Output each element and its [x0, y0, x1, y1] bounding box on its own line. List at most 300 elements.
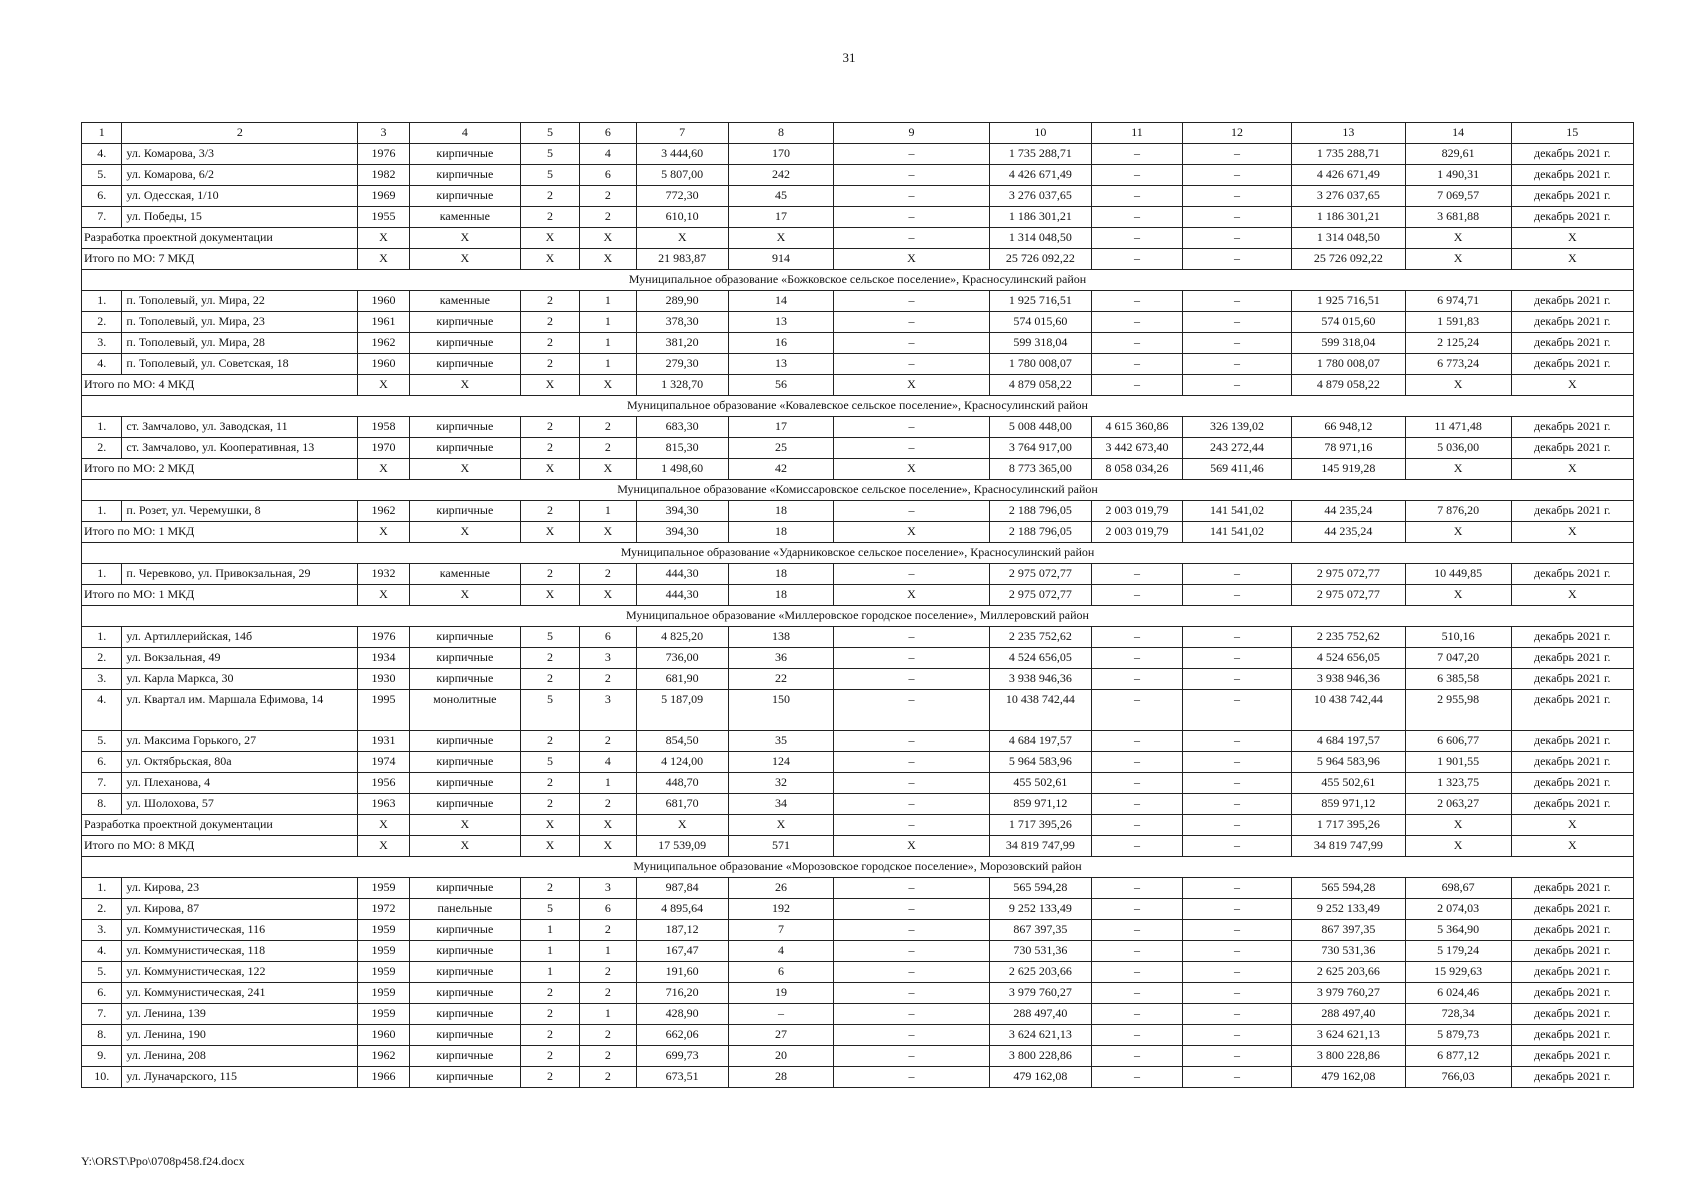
address-cell: ул. Коммунистическая, 122: [122, 962, 358, 983]
address-cell: п. Тополевый, ул. Мира, 23: [122, 312, 358, 333]
table-cell: 5: [521, 752, 580, 773]
table-cell: 766,03: [1405, 1067, 1511, 1088]
table-row: [82, 941, 1634, 962]
table-row: [82, 1025, 1634, 1046]
table-cell: –: [1092, 1067, 1183, 1088]
table-cell: 716,20: [636, 983, 728, 1004]
summary-cell: X: [521, 228, 580, 249]
table-cell: –: [1182, 941, 1291, 962]
summary-cell: X: [409, 815, 520, 836]
address-cell: п. Черевково, ул. Привокзальная, 29: [122, 564, 358, 585]
table-cell: –: [1182, 1025, 1291, 1046]
table-cell: 9 252 133,49: [989, 899, 1092, 920]
summary-label: Итого по МО: 8 МКД: [82, 836, 358, 857]
table-cell: 2: [521, 648, 580, 669]
row-number-cell: 7.: [82, 773, 122, 794]
table-cell: 1 780 008,07: [1292, 354, 1406, 375]
table-cell: 2: [521, 354, 580, 375]
table-row: [82, 333, 1634, 354]
table-cell: 7 047,20: [1405, 648, 1511, 669]
table-cell: 683,30: [636, 417, 728, 438]
table-cell: 36: [728, 648, 834, 669]
summary-cell: 914: [728, 249, 834, 270]
table-cell: 2: [580, 920, 637, 941]
table-cell: 27: [728, 1025, 834, 1046]
municipality-section-row: [82, 857, 1634, 878]
table-cell: декабрь 2021 г.: [1511, 354, 1633, 375]
table-cell: 3 979 760,27: [1292, 983, 1406, 1004]
table-cell: 13: [728, 354, 834, 375]
table-cell: 1 735 288,71: [989, 144, 1092, 165]
table-cell: 378,30: [636, 312, 728, 333]
table-cell: 3 681,88: [1405, 207, 1511, 228]
table-cell: кирпичные: [409, 773, 520, 794]
summary-cell: X: [1511, 836, 1633, 857]
table-cell: 3 938 946,36: [989, 669, 1092, 690]
summary-cell: X: [521, 375, 580, 396]
summary-cell: –: [834, 228, 989, 249]
summary-cell: 2 003 019,79: [1092, 522, 1183, 543]
table-cell: 288 497,40: [989, 1004, 1092, 1025]
table-cell: 1959: [358, 920, 409, 941]
table-cell: 2 955,98: [1405, 690, 1511, 731]
summary-cell: X: [728, 228, 834, 249]
table-cell: –: [834, 291, 989, 312]
summary-cell: 17 539,09: [636, 836, 728, 857]
table-row: [82, 648, 1634, 669]
table-cell: 10 438 742,44: [989, 690, 1092, 731]
table-cell: 1934: [358, 648, 409, 669]
address-cell: п. Тополевый, ул. Мира, 28: [122, 333, 358, 354]
table-cell: кирпичные: [409, 1067, 520, 1088]
table-cell: 4: [728, 941, 834, 962]
municipality-section-row: [82, 396, 1634, 417]
table-cell: 599 318,04: [989, 333, 1092, 354]
table-cell: 1972: [358, 899, 409, 920]
table-cell: 574 015,60: [1292, 312, 1406, 333]
table-cell: 1 925 716,51: [1292, 291, 1406, 312]
address-cell: ул. Вокзальная, 49: [122, 648, 358, 669]
summary-cell: 1 314 048,50: [1292, 228, 1406, 249]
table-cell: 2 074,03: [1405, 899, 1511, 920]
table-cell: 3 938 946,36: [1292, 669, 1406, 690]
table-row: [82, 983, 1634, 1004]
summary-cell: 1 314 048,50: [989, 228, 1092, 249]
table-cell: кирпичные: [409, 354, 520, 375]
summary-cell: X: [358, 375, 409, 396]
summary-cell: X: [1511, 249, 1633, 270]
table-cell: 4 426 671,49: [1292, 165, 1406, 186]
table-row: [82, 794, 1634, 815]
summary-cell: 1 328,70: [636, 375, 728, 396]
row-number-cell: 3.: [82, 669, 122, 690]
table-cell: 681,90: [636, 669, 728, 690]
table-cell: 673,51: [636, 1067, 728, 1088]
address-cell: ул. Артиллерийская, 14б: [122, 627, 358, 648]
table-cell: 3 276 037,65: [989, 186, 1092, 207]
table-cell: кирпичные: [409, 1025, 520, 1046]
table-cell: 2: [580, 962, 637, 983]
table-cell: 1956: [358, 773, 409, 794]
table-cell: 34: [728, 794, 834, 815]
table-cell: 3: [580, 878, 637, 899]
table-cell: 2: [580, 417, 637, 438]
table-cell: –: [1182, 312, 1291, 333]
summary-cell: X: [580, 249, 637, 270]
table-cell: –: [1092, 752, 1183, 773]
table-cell: –: [834, 941, 989, 962]
table-cell: декабрь 2021 г.: [1511, 962, 1633, 983]
table-row: [82, 186, 1634, 207]
table-cell: кирпичные: [409, 1046, 520, 1067]
table-cell: 2: [521, 501, 580, 522]
table-row: [82, 501, 1634, 522]
table-cell: 2: [521, 1004, 580, 1025]
table-cell: декабрь 2021 г.: [1511, 648, 1633, 669]
row-number-cell: 1.: [82, 291, 122, 312]
table-cell: 32: [728, 773, 834, 794]
row-number-cell: 4.: [82, 941, 122, 962]
address-cell: п. Тополевый, ул. Советская, 18: [122, 354, 358, 375]
address-cell: ул. Карла Маркса, 30: [122, 669, 358, 690]
table-cell: 4 426 671,49: [989, 165, 1092, 186]
table-cell: –: [1182, 669, 1291, 690]
table-cell: 510,16: [1405, 627, 1511, 648]
table-cell: 243 272,44: [1182, 438, 1291, 459]
table-cell: 2 975 072,77: [1292, 564, 1406, 585]
table-cell: –: [834, 312, 989, 333]
table-cell: 2: [521, 773, 580, 794]
summary-cell: –: [1092, 585, 1183, 606]
summary-cell: 2 188 796,05: [989, 522, 1092, 543]
summary-label: Итого по МО: 1 МКД: [82, 522, 358, 543]
table-cell: 1: [580, 333, 637, 354]
table-cell: –: [1182, 207, 1291, 228]
table-cell: 1: [580, 1004, 637, 1025]
table-cell: декабрь 2021 г.: [1511, 794, 1633, 815]
summary-cell: X: [1405, 585, 1511, 606]
table-cell: 5 879,73: [1405, 1025, 1511, 1046]
table-cell: каменные: [409, 564, 520, 585]
table-cell: –: [1182, 165, 1291, 186]
table-cell: 1959: [358, 962, 409, 983]
table-cell: 2: [580, 564, 637, 585]
page-number: 31: [842, 50, 856, 65]
table-cell: 5 964 583,96: [1292, 752, 1406, 773]
table-cell: –: [834, 354, 989, 375]
table-cell: –: [1092, 165, 1183, 186]
table-cell: декабрь 2021 г.: [1511, 312, 1633, 333]
table-cell: 4 524 656,05: [1292, 648, 1406, 669]
table-cell: 78 971,16: [1292, 438, 1406, 459]
table-cell: 1970: [358, 438, 409, 459]
table-cell: декабрь 2021 г.: [1511, 144, 1633, 165]
table-cell: 16: [728, 333, 834, 354]
table-cell: декабрь 2021 г.: [1511, 564, 1633, 585]
table-cell: кирпичные: [409, 962, 520, 983]
table-cell: 2: [580, 1025, 637, 1046]
table-cell: 2: [580, 731, 637, 752]
summary-cell: X: [1405, 228, 1511, 249]
table-cell: 15 929,63: [1405, 962, 1511, 983]
table-cell: кирпичные: [409, 669, 520, 690]
table-cell: –: [834, 165, 989, 186]
table-cell: 5: [521, 627, 580, 648]
table-cell: –: [1092, 291, 1183, 312]
table-cell: 170: [728, 144, 834, 165]
table-cell: декабрь 2021 г.: [1511, 1046, 1633, 1067]
summary-cell: 4 879 058,22: [989, 375, 1092, 396]
table-cell: 1: [580, 291, 637, 312]
municipality-title: Муниципальное образование «Ударниковское сельское поселение», Красносулинский район: [82, 543, 1634, 564]
table-cell: 1976: [358, 627, 409, 648]
table-cell: 6: [580, 899, 637, 920]
table-cell: 698,67: [1405, 878, 1511, 899]
column-number-cell: 1: [82, 123, 122, 144]
table-cell: декабрь 2021 г.: [1511, 501, 1633, 522]
table-cell: 1982: [358, 165, 409, 186]
table-cell: 1 925 716,51: [989, 291, 1092, 312]
table-cell: 2 625 203,66: [1292, 962, 1406, 983]
table-cell: 7 876,20: [1405, 501, 1511, 522]
table-cell: 1959: [358, 941, 409, 962]
table-cell: –: [1182, 752, 1291, 773]
summary-cell: X: [1405, 836, 1511, 857]
table-cell: декабрь 2021 г.: [1511, 669, 1633, 690]
address-cell: ул. Ленина, 208: [122, 1046, 358, 1067]
table-cell: кирпичные: [409, 312, 520, 333]
table-cell: –: [834, 794, 989, 815]
table-cell: –: [1182, 354, 1291, 375]
table-cell: кирпичные: [409, 333, 520, 354]
summary-cell: –: [1092, 249, 1183, 270]
summary-cell: X: [834, 585, 989, 606]
table-cell: декабрь 2021 г.: [1511, 983, 1633, 1004]
table-cell: 3: [580, 648, 637, 669]
table-cell: 2: [521, 312, 580, 333]
table-cell: 2 235 752,62: [989, 627, 1092, 648]
table-cell: кирпичные: [409, 878, 520, 899]
table-cell: –: [834, 207, 989, 228]
table-cell: 772,30: [636, 186, 728, 207]
table-cell: 1: [521, 941, 580, 962]
address-cell: ул. Квартал им. Маршала Ефимова, 14: [122, 690, 358, 731]
column-number-cell: 14: [1405, 123, 1511, 144]
table-cell: 829,61: [1405, 144, 1511, 165]
row-number-cell: 1.: [82, 627, 122, 648]
table-cell: 2: [580, 1067, 637, 1088]
row-number-cell: 6.: [82, 752, 122, 773]
summary-cell: X: [358, 522, 409, 543]
row-number-cell: 6.: [82, 983, 122, 1004]
table-row: [82, 564, 1634, 585]
table-row: [82, 144, 1634, 165]
table-cell: –: [1182, 564, 1291, 585]
column-number-cell: 5: [521, 123, 580, 144]
table-cell: –: [1182, 878, 1291, 899]
table-cell: –: [1092, 354, 1183, 375]
municipality-section-row: [82, 480, 1634, 501]
summary-cell: X: [358, 836, 409, 857]
summary-cell: X: [358, 585, 409, 606]
summary-row: [82, 836, 1634, 857]
table-cell: 1962: [358, 501, 409, 522]
table-cell: 1962: [358, 1046, 409, 1067]
summary-cell: 25 726 092,22: [989, 249, 1092, 270]
table-row: [82, 417, 1634, 438]
address-cell: ул. Кирова, 87: [122, 899, 358, 920]
table-cell: 4 895,64: [636, 899, 728, 920]
table-cell: –: [1092, 669, 1183, 690]
address-cell: ул. Шолохова, 57: [122, 794, 358, 815]
summary-cell: X: [580, 836, 637, 857]
table-cell: 1931: [358, 731, 409, 752]
summary-cell: 8 773 365,00: [989, 459, 1092, 480]
summary-cell: X: [409, 249, 520, 270]
table-cell: –: [1092, 983, 1183, 1004]
summary-cell: X: [580, 585, 637, 606]
table-cell: 2: [521, 564, 580, 585]
table-cell: –: [1182, 794, 1291, 815]
table-cell: –: [1092, 207, 1183, 228]
column-number-cell: 10: [989, 123, 1092, 144]
table-cell: 3 979 760,27: [989, 983, 1092, 1004]
table-cell: 681,70: [636, 794, 728, 815]
table-cell: 6: [580, 165, 637, 186]
summary-cell: 394,30: [636, 522, 728, 543]
summary-row: [82, 459, 1634, 480]
table-cell: 565 594,28: [989, 878, 1092, 899]
summary-cell: X: [636, 228, 728, 249]
table-cell: –: [1182, 1046, 1291, 1067]
municipality-section-row: [82, 606, 1634, 627]
table-cell: декабрь 2021 г.: [1511, 690, 1633, 731]
table-cell: 815,30: [636, 438, 728, 459]
table-cell: 2: [521, 291, 580, 312]
table-cell: 187,12: [636, 920, 728, 941]
table-cell: 1 186 301,21: [989, 207, 1092, 228]
address-cell: ул. Плеханова, 4: [122, 773, 358, 794]
table-cell: 1: [521, 962, 580, 983]
table-cell: –: [1092, 731, 1183, 752]
table-cell: –: [1182, 773, 1291, 794]
address-cell: ул. Ленина, 139: [122, 1004, 358, 1025]
table-cell: 2: [521, 983, 580, 1004]
summary-cell: –: [1092, 836, 1183, 857]
row-number-cell: 4.: [82, 690, 122, 731]
table-cell: 2: [521, 207, 580, 228]
municipality-section-row: [82, 543, 1634, 564]
table-cell: 2 235 752,62: [1292, 627, 1406, 648]
table-row: [82, 752, 1634, 773]
table-cell: 10 438 742,44: [1292, 690, 1406, 731]
summary-cell: X: [728, 815, 834, 836]
summary-label: Итого по МО: 2 МКД: [82, 459, 358, 480]
table-cell: 4 524 656,05: [989, 648, 1092, 669]
column-number-cell: 2: [122, 123, 358, 144]
table-cell: каменные: [409, 291, 520, 312]
table-cell: –: [834, 1046, 989, 1067]
table-cell: 394,30: [636, 501, 728, 522]
table-cell: 2 188 796,05: [989, 501, 1092, 522]
municipality-title: Муниципальное образование «Комиссаровское сельское поселение», Красносулинский район: [82, 480, 1634, 501]
table-cell: кирпичные: [409, 920, 520, 941]
table-cell: 4 615 360,86: [1092, 417, 1183, 438]
table-cell: 610,10: [636, 207, 728, 228]
table-cell: 6 773,24: [1405, 354, 1511, 375]
table-cell: 5: [521, 165, 580, 186]
summary-cell: X: [358, 249, 409, 270]
table-cell: декабрь 2021 г.: [1511, 773, 1633, 794]
table-cell: –: [834, 690, 989, 731]
summary-cell: 141 541,02: [1182, 522, 1291, 543]
row-number-cell: 7.: [82, 207, 122, 228]
table-cell: 289,90: [636, 291, 728, 312]
summary-label: Разработка проектной документации: [82, 228, 358, 249]
table-cell: 2: [580, 1046, 637, 1067]
table-cell: –: [728, 1004, 834, 1025]
table-cell: 736,00: [636, 648, 728, 669]
summary-cell: –: [1182, 249, 1291, 270]
table-cell: декабрь 2021 г.: [1511, 920, 1633, 941]
table-cell: 1974: [358, 752, 409, 773]
table-cell: –: [1092, 144, 1183, 165]
municipality-title: Муниципальное образование «Миллеровское городское поселение», Миллеровский район: [82, 606, 1634, 627]
summary-cell: X: [409, 459, 520, 480]
table-cell: –: [834, 144, 989, 165]
summary-cell: 4 879 058,22: [1292, 375, 1406, 396]
row-number-cell: 3.: [82, 333, 122, 354]
table-cell: 699,73: [636, 1046, 728, 1067]
summary-cell: –: [1182, 375, 1291, 396]
summary-cell: 1 498,60: [636, 459, 728, 480]
summary-cell: 44 235,24: [1292, 522, 1406, 543]
summary-row: [82, 522, 1634, 543]
municipality-title: Муниципальное образование «Морозовское городское поселение», Морозовский район: [82, 857, 1634, 878]
table-cell: декабрь 2021 г.: [1511, 752, 1633, 773]
table-cell: 4: [580, 752, 637, 773]
table-cell: 730 531,36: [1292, 941, 1406, 962]
table-row: [82, 1067, 1634, 1088]
table-cell: 867 397,35: [989, 920, 1092, 941]
table-cell: –: [1182, 899, 1291, 920]
summary-cell: X: [409, 228, 520, 249]
summary-cell: 42: [728, 459, 834, 480]
table-cell: декабрь 2021 г.: [1511, 291, 1633, 312]
row-number-cell: 7.: [82, 1004, 122, 1025]
table-cell: 3 764 917,00: [989, 438, 1092, 459]
row-number-cell: 1.: [82, 564, 122, 585]
summary-cell: X: [1511, 459, 1633, 480]
summary-cell: 1 717 395,26: [1292, 815, 1406, 836]
summary-cell: 21 983,87: [636, 249, 728, 270]
table-row: [82, 1004, 1634, 1025]
table-cell: 6 974,71: [1405, 291, 1511, 312]
table-row: [82, 878, 1634, 899]
table-cell: 10 449,85: [1405, 564, 1511, 585]
table-cell: 2 003 019,79: [1092, 501, 1183, 522]
summary-row: [82, 228, 1634, 249]
table-cell: 1960: [358, 354, 409, 375]
summary-cell: X: [636, 815, 728, 836]
table-cell: кирпичные: [409, 752, 520, 773]
column-number-header-row: [82, 123, 1634, 144]
summary-cell: X: [1511, 522, 1633, 543]
row-number-cell: 2.: [82, 438, 122, 459]
table-cell: 1976: [358, 144, 409, 165]
summary-cell: X: [358, 459, 409, 480]
table-cell: 13: [728, 312, 834, 333]
